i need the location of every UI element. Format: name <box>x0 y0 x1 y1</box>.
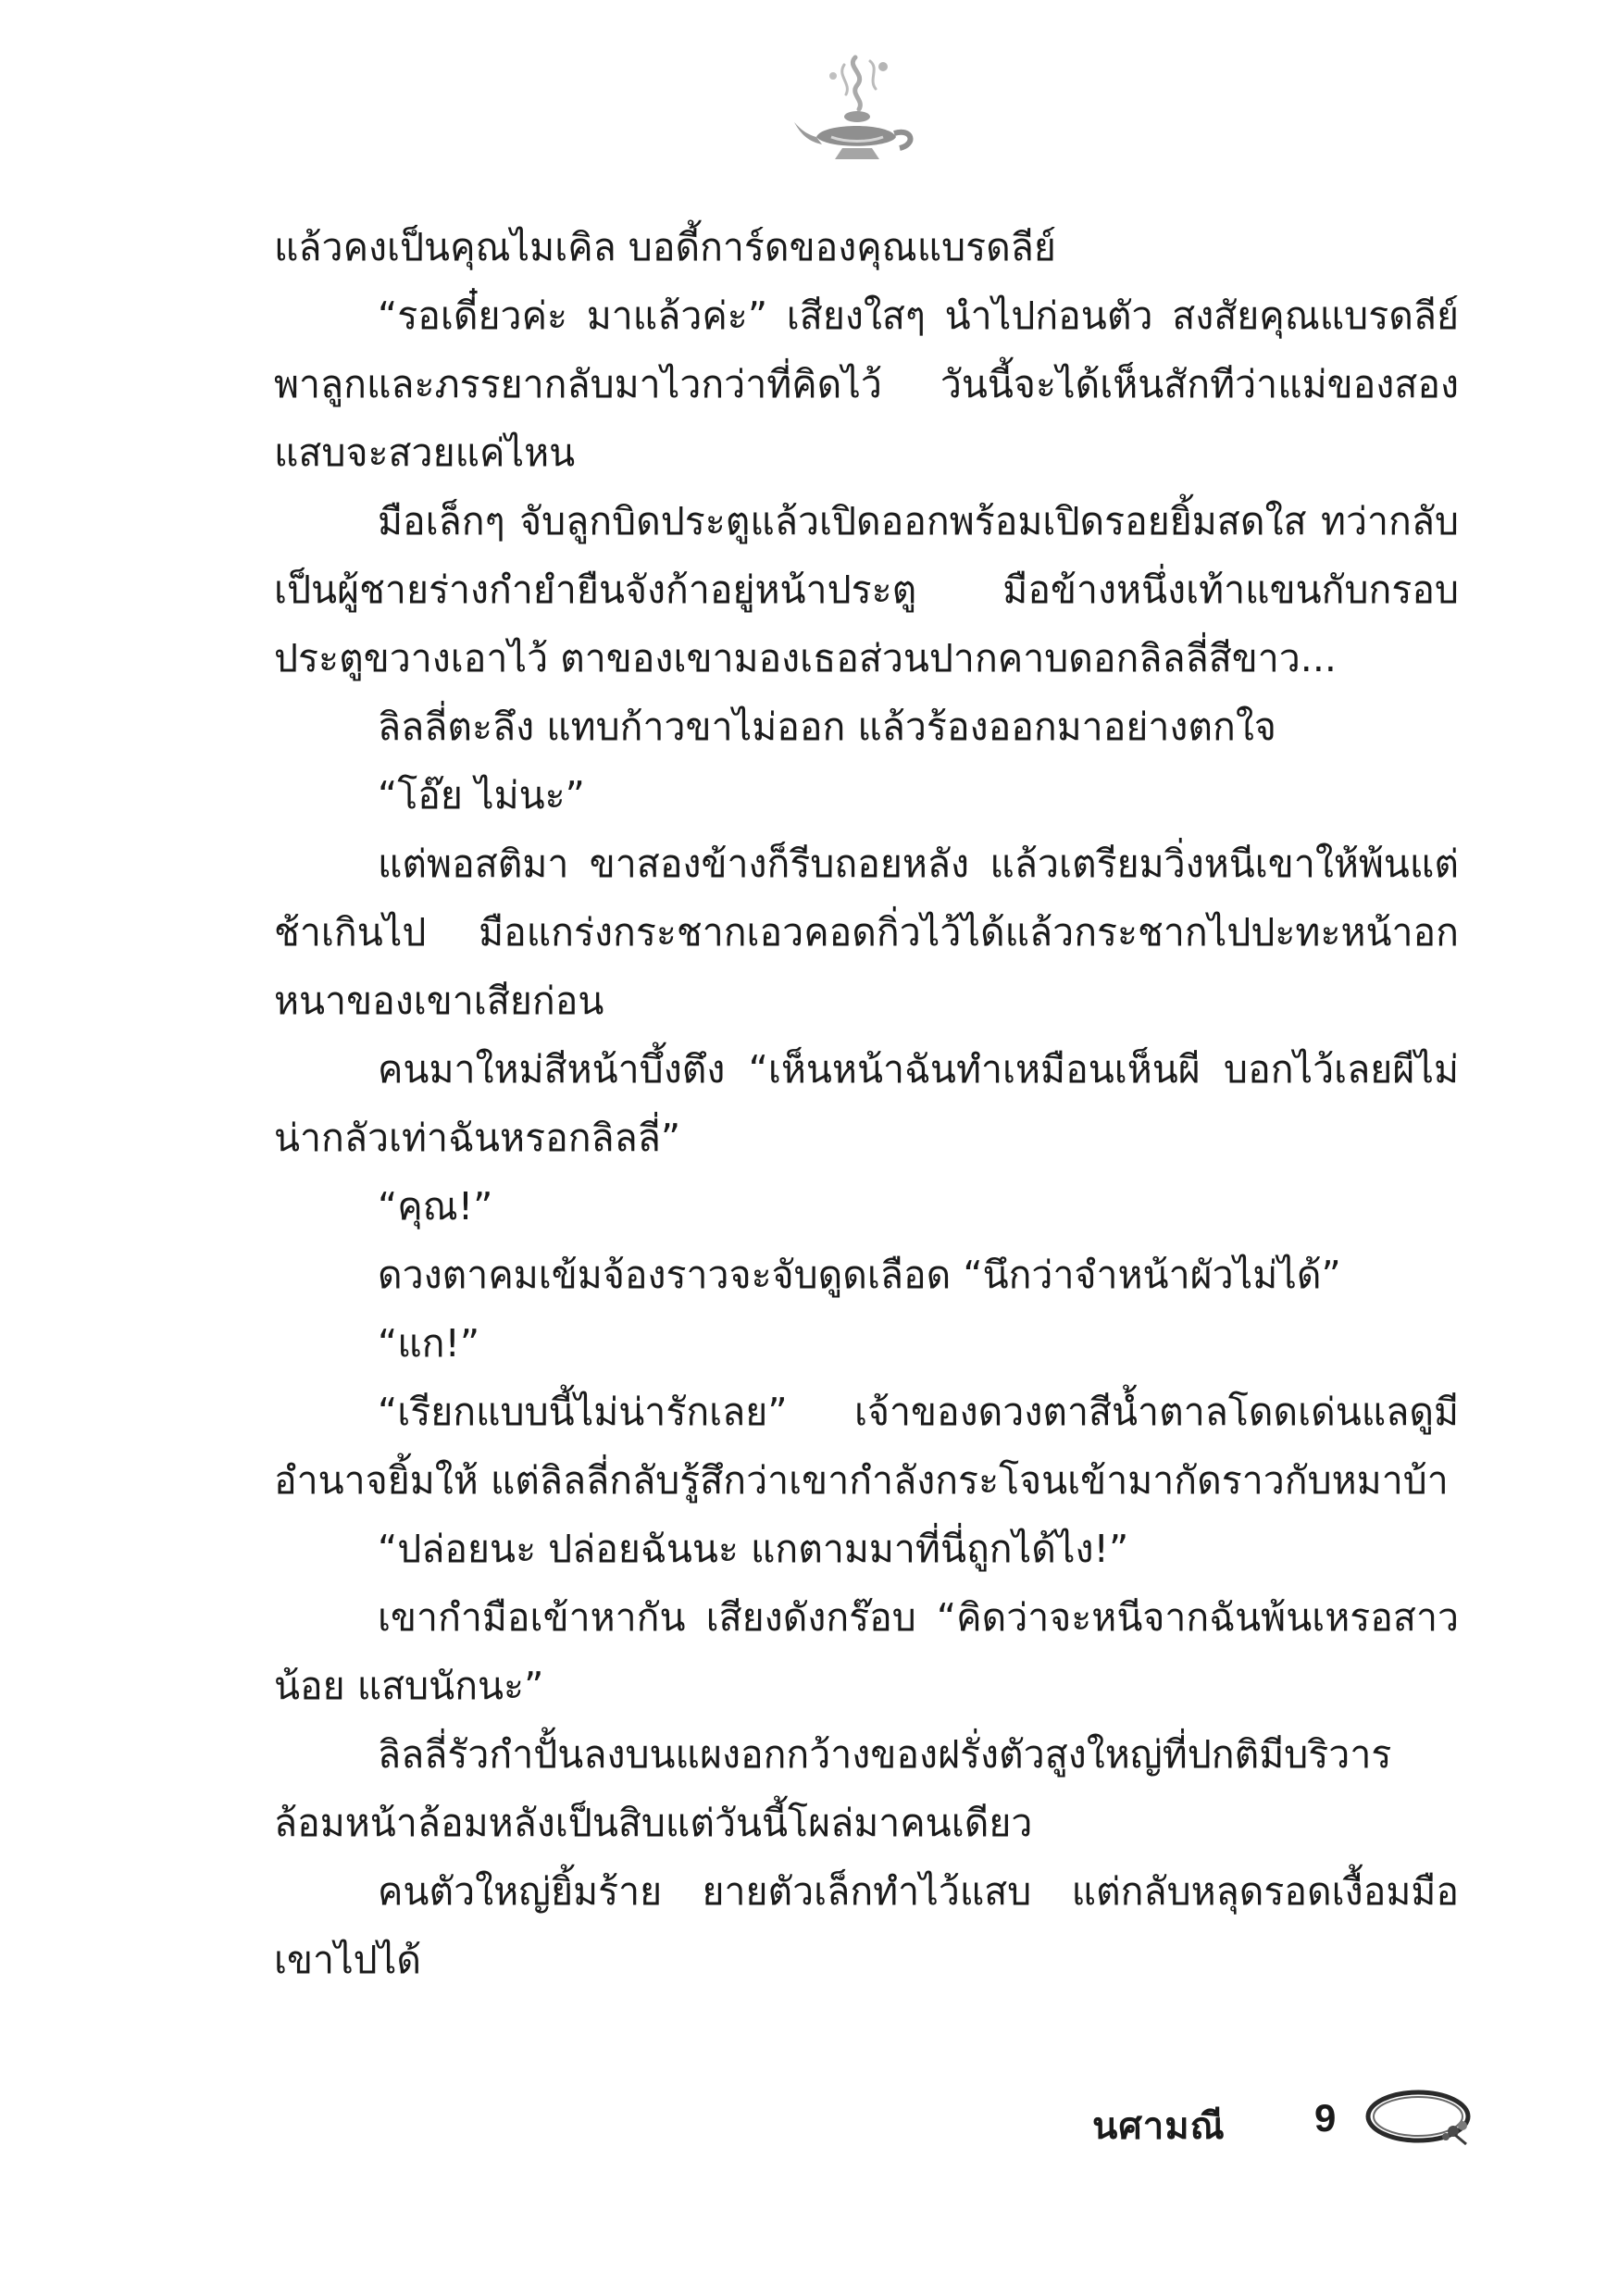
paragraph-6: แต่พอสติมา ขาสองข้างก็รีบถอยหลัง แล้วเตรียมวิ่งหนีเขาให้พ้นแต่ช้าเกินไป มือแกร่งกระชากเอวคอดกิ่วไว้ได้แล้วกระชากไปปะทะหน้าอกหนาของเขาเสียก่อน <box>274 842 1459 1023</box>
paragraph-4: ลิลลี่ตะลึง แทบก้าวขาไม่ออก แล้วร้องออกมาอย่างตกใจ <box>378 705 1276 749</box>
paragraph-9: ดวงตาคมเข้มจ้องราวจะจับดูดเลือด “นึกว่าจำหน้าผัวไม่ได้” <box>378 1253 1341 1297</box>
paragraph-15: คนตัวใหญ่ยิ้มร้าย ยายตัวเล็กทำไว้แสบ แต่กลับหลุดรอดเงื้อมมือเขาไปได้ <box>274 1869 1459 1982</box>
paragraph-3: มือเล็กๆ จับลูกบิดประตูแล้วเปิดออกพร้อมเปิดรอยยิ้มสดใส ทว่ากลับเป็นผู้ชายร่างกำยำยืนจังก้าอยู่หน้าประตู มือข้างหนึ่งเท้าแขนกับกรอบประตูขวางเอาไว้ ตาของเขามองเธอส่วนปากคาบดอกลิลลี่สีขาว... <box>274 499 1459 680</box>
paragraph-12: “ปล่อยนะ ปล่อยฉันนะ แกตามมาที่นี่ถูกได้ไง!” <box>378 1527 1129 1571</box>
body-text <box>274 213 1459 1994</box>
paragraph-7: คนมาใหม่สีหน้าบึ้งตึง “เห็นหน้าฉันทำเหมือนเห็นผี บอกไว้เลยผีไม่น่ากลัวเท่าฉันหรอกลิลลี่” <box>274 1047 1459 1160</box>
page-footer <box>1092 2083 1481 2166</box>
paragraph-8: “คุณ!” <box>378 1184 493 1229</box>
page-number: 9 <box>1314 2096 1337 2140</box>
bracelet-icon <box>1363 2083 1474 2157</box>
paragraph-2: “รอเดี๋ยวค่ะ มาแล้วค่ะ” เสียงใสๆ นำไปก่อนตัว สงสัยคุณแบรดลีย์พาลูกและภรรยากลับมาไวกว่าที่คิดไว้ วันนี้จะได้เห็นสักทีว่าแม่ของสองแสบจะสวยแค่ไหน <box>274 293 1459 475</box>
paragraph-10: “แก!” <box>378 1321 480 1366</box>
paragraph-5: “โอ๊ย ไม่นะ” <box>378 773 585 817</box>
author-name: นศามณี <box>1092 2105 1226 2148</box>
paragraph-14: ลิลลี่รัวกำปั้นลงบนแผงอกกว้างของฝรั่งตัวสูงใหญ่ที่ปกติมีบริวารล้อมหน้าล้อมหลังเป็นสิบแต่วันนี้โผล่มาคนเดียว <box>274 1732 1392 1845</box>
genie-lamp-icon <box>790 48 920 168</box>
paragraph-11: “เรียกแบบนี้ไม่น่ารักเลย” เจ้าของดวงตาสีน้ำตาลโดดเด่นแลดูมีอำนาจยิ้มให้ แต่ลิลลี่กลับรู้สึกว่าเขากำลังกระโจนเข้ามากัดราวกับหมาบ้า <box>274 1390 1459 1503</box>
paragraph-1: แล้วคงเป็นคุณไมเคิล บอดี้การ์ดของคุณแบรดลีย์ <box>274 225 1056 269</box>
paragraph-13: เขากำมือเข้าหากัน เสียงดังกร๊อบ “คิดว่าจะหนีจากฉันพ้นเหรอสาวน้อย แสบนักนะ” <box>274 1595 1459 1708</box>
